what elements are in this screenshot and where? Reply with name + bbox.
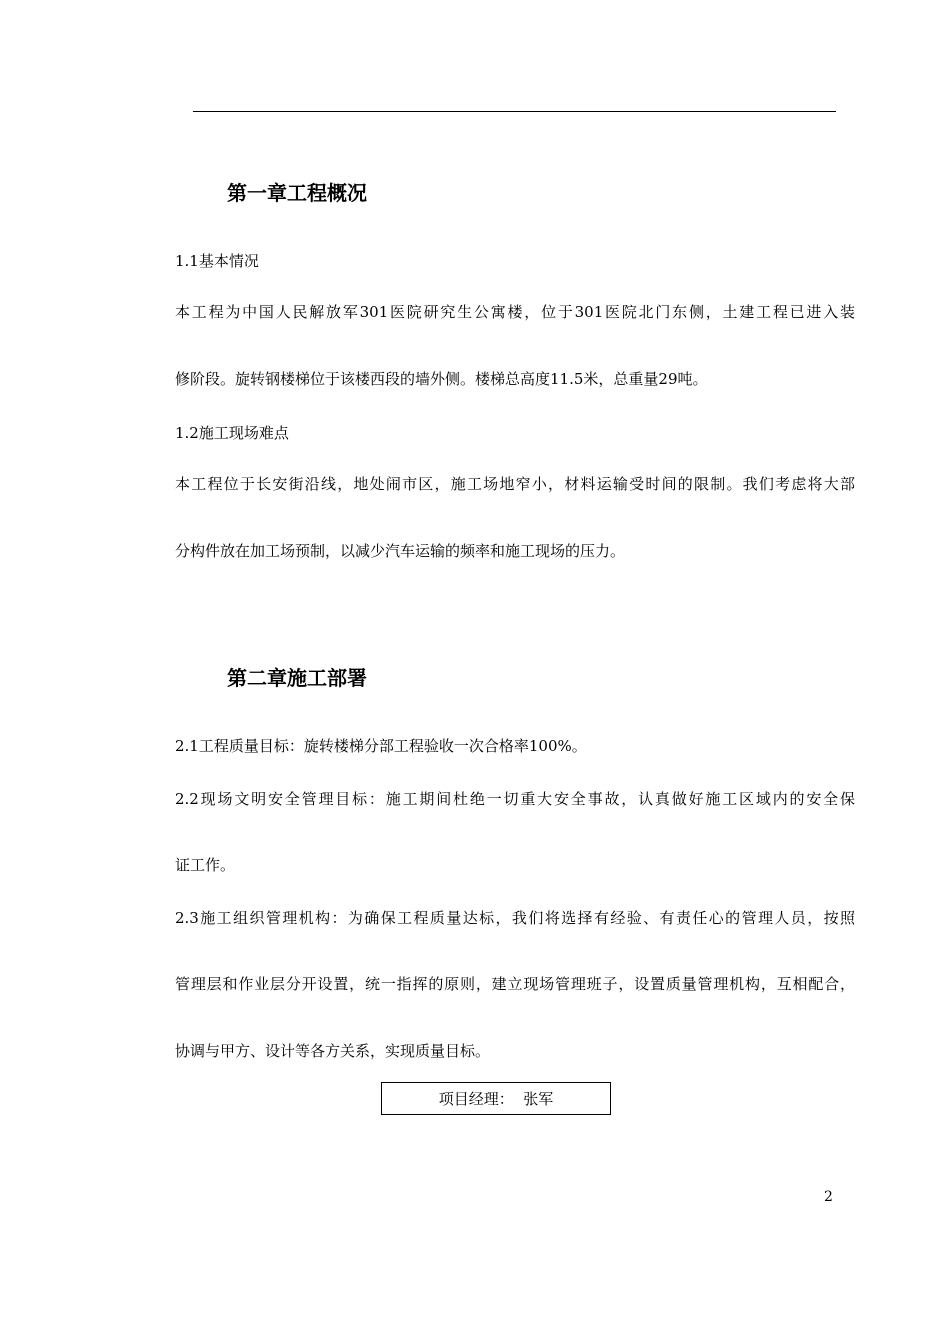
section-1-2-heading: 1.2施工现场难点 [175, 424, 289, 442]
section-2-3-line-3: 协调与甲方、设计等各方关系，实现质量目标。 [175, 1042, 491, 1060]
section-2-1: 2.1工程质量目标：旋转楼梯分部工程验收一次合格率100%。 [175, 737, 587, 755]
project-manager-box: 项目经理： 张军 [381, 1082, 611, 1115]
section-2-3-line-2: 管理层和作业层分开设置，统一指挥的原则，建立现场管理班子，设置质量管理机构，互相配合， [175, 975, 855, 993]
section-2-3-line-1: 2.3施工组织管理机构：为确保工程质量达标，我们将选择有经验、有责任心的管理人员，按照 [175, 909, 855, 927]
page-number: 2 [824, 1189, 833, 1205]
section-1-2-line-1: 本工程位于长安街沿线，地处闹市区，施工场地窄小，材料运输受时间的限制。我们考虑将大部 [175, 475, 855, 493]
header-rule [193, 111, 836, 112]
section-2-2-line-2: 证工作。 [175, 856, 236, 874]
chapter-2-title: 第二章施工部署 [227, 666, 367, 690]
section-1-1-line-2: 修阶段。旋转钢楼梯位于该楼西段的墙外侧。楼梯总高度11.5米，总重量29吨。 [175, 370, 708, 388]
chapter-1-title: 第一章工程概况 [227, 181, 367, 205]
section-1-1-line-1: 本工程为中国人民解放军301医院研究生公寓楼，位于301医院北门东侧，土建工程已进入装 [175, 303, 855, 321]
section-1-1-heading: 1.1基本情况 [175, 252, 259, 270]
section-1-2-line-2: 分构件放在加工场预制，以减少汽车运输的频率和施工现场的压力。 [175, 542, 626, 560]
section-2-2-line-1: 2.2现场文明安全管理目标：施工期间杜绝一切重大安全事故，认真做好施工区域内的安全保 [175, 790, 855, 808]
